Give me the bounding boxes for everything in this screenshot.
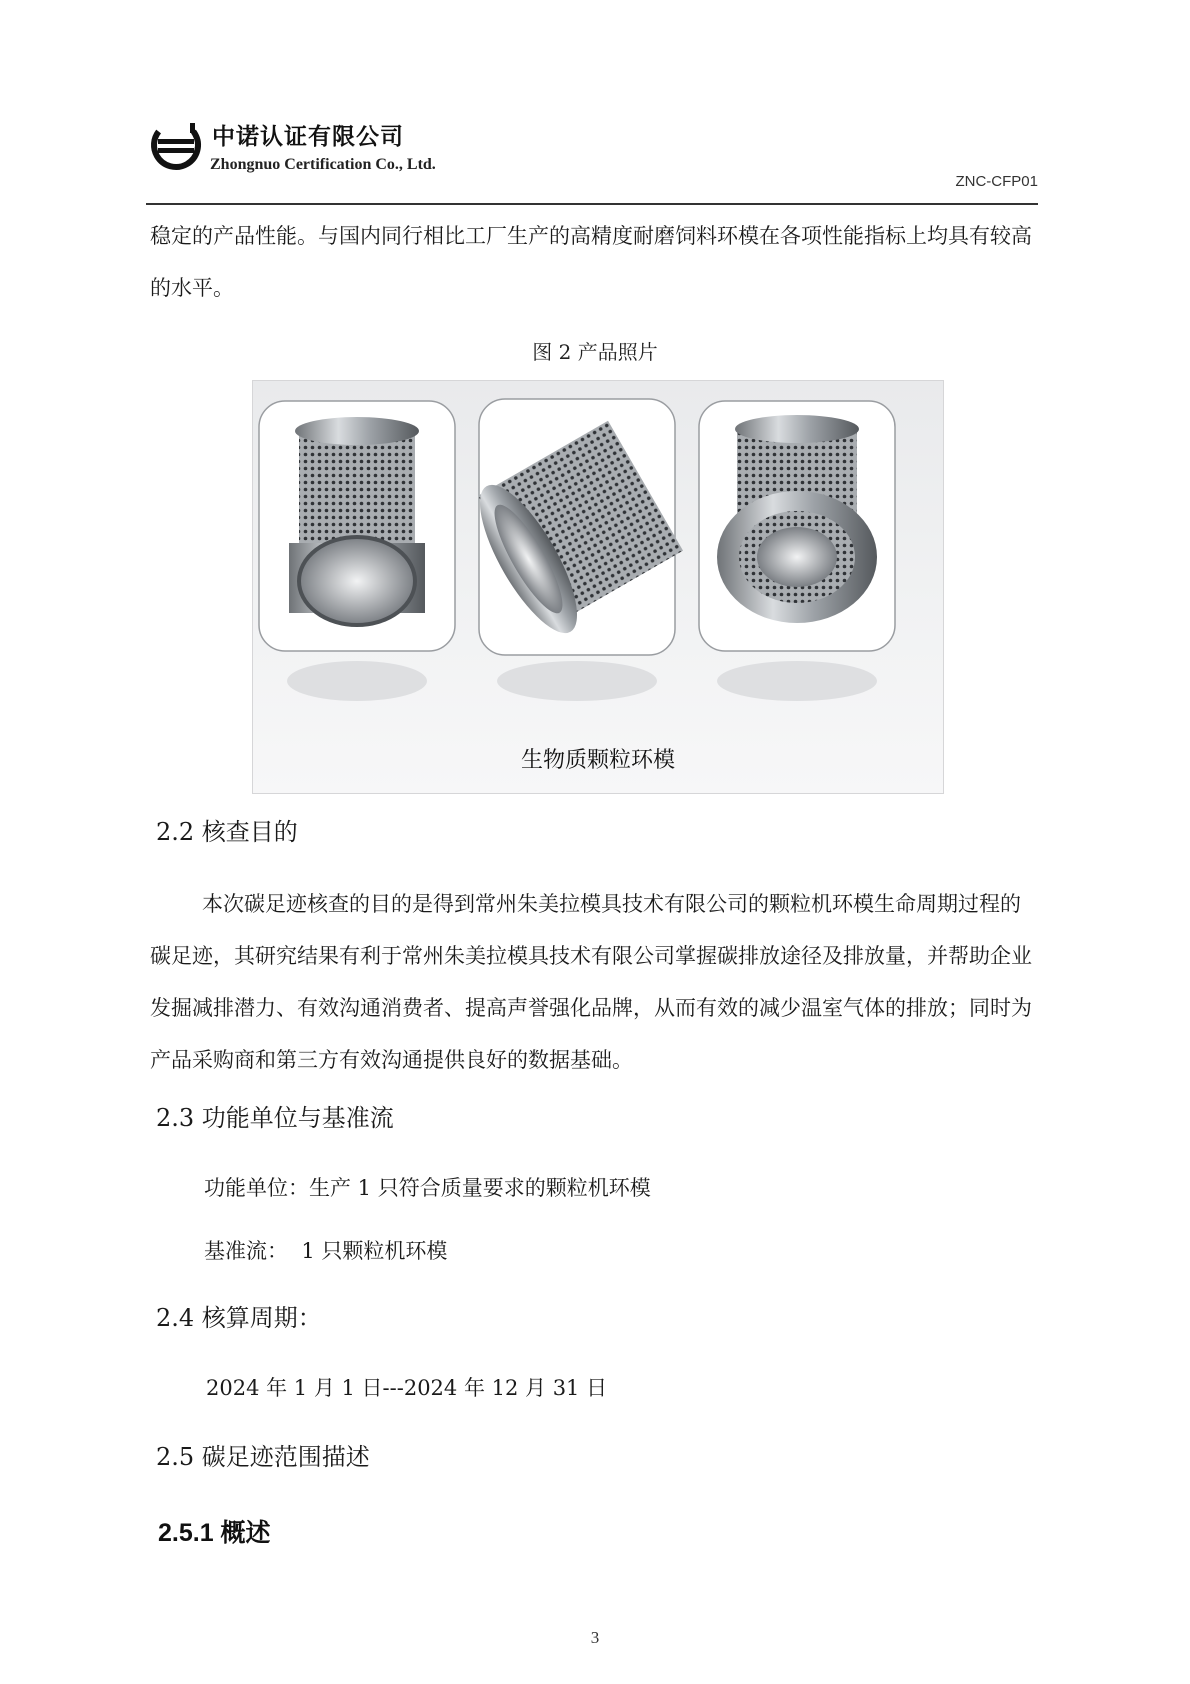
reference-flow: 基准流： 1 只颗粒机环模 (204, 1239, 448, 1263)
ring-die-illustration (253, 381, 943, 793)
section-heading-2-2: 2.2 核查目的 (156, 818, 298, 846)
section-2-2-body-text: 本次碳足迹核查的目的是得到常州朱美拉模具技术有限公司的颗粒机环模生命周期过程的碳足迹，其研究结果有利于常州朱美拉模具技术有限公司掌握碳排放途径及排放量，并帮助企业发掘减排潜力、有效沟通消费者、提高声誉强化品牌，从而有效的减少温室气体的排放；同时为产品采购商和第三方有效沟通提供良好的数据基础。 (150, 892, 1032, 1072)
intro-paragraph (150, 210, 1034, 314)
section-heading-2-5-1: 2.5.1 概述 (158, 1519, 271, 1547)
section-heading-2-3: 2.3 功能单位与基准流 (156, 1104, 394, 1132)
company-name-en: Zhongnuo Certification Co., Ltd. (210, 156, 436, 173)
document-code: ZNC-CFP01 (955, 173, 1038, 190)
functional-unit: 功能单位：生产 1 只符合质量要求的颗粒机环模 (204, 1176, 651, 1200)
figure-caption: 图 2 产品照片 (532, 340, 658, 364)
zhongnuo-logo-icon (150, 115, 206, 175)
section-heading-2-4: 2.4 核算周期： (156, 1304, 322, 1332)
header-divider (146, 203, 1038, 205)
section-2-2-body (150, 878, 1034, 1086)
photo-label: 生物质颗粒环模 (520, 748, 675, 773)
company-name-cn: 中诺认证有限公司 (212, 124, 404, 150)
page-number: 3 (590, 1628, 600, 1647)
section-heading-2-5: 2.5 碳足迹范围描述 (156, 1443, 370, 1471)
intro-paragraph-text: 稳定的产品性能。与国内同行相比工厂生产的高精度耐磨饲料环模在各项性能指标上均具有较高的水平。 (150, 224, 1032, 300)
accounting-period: 2024 年 1 月 1 日---2024 年 12 月 31 日 (206, 1376, 608, 1400)
product-photo (252, 380, 944, 794)
